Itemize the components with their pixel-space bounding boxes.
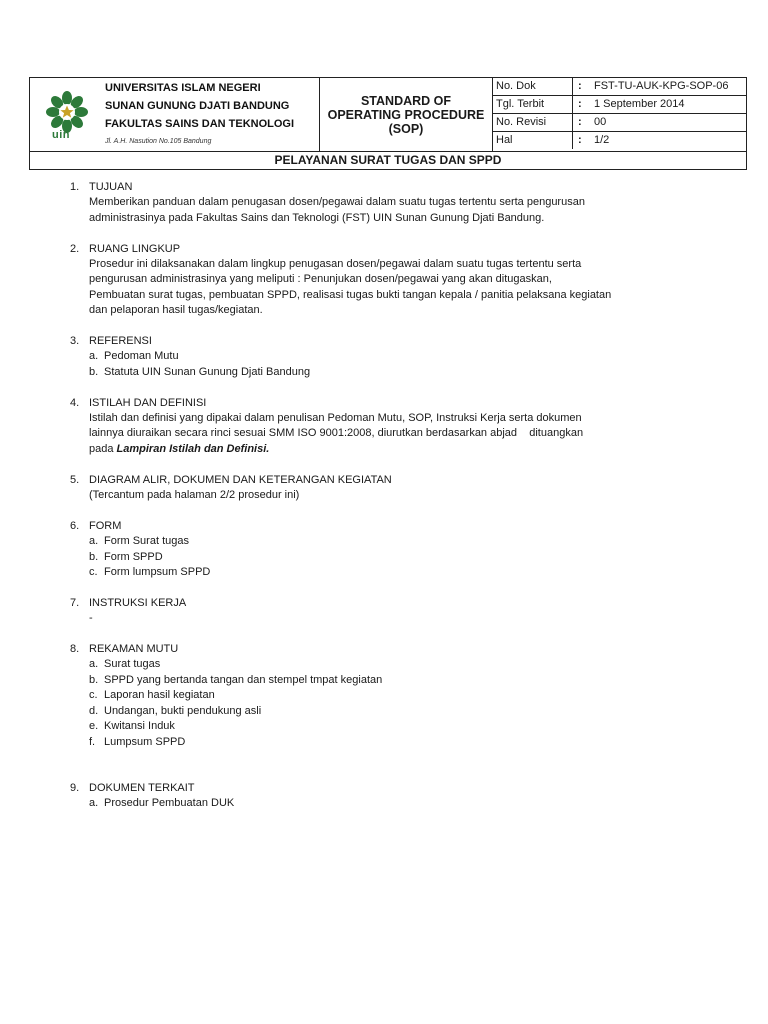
text-line: Istilah dan definisi yang dipakai dalam penulisan Pedoman Mutu, SOP, Instruksi Kerja serta dokumen	[89, 412, 582, 425]
section-tujuan	[0, 180, 768, 226]
list-marker: b.	[89, 550, 99, 563]
section-referensi	[0, 334, 768, 380]
list-item	[89, 735, 768, 750]
list-item-text: Form Surat tugas	[104, 535, 189, 548]
document-header	[29, 77, 747, 170]
section-form	[0, 519, 768, 581]
text-line: administrasinya pada Fakultas Sains dan Teknologi (FST) UIN Sunan Gunung Djati Bandung.	[89, 211, 545, 224]
meta-colon: :	[578, 134, 582, 146]
list-item-text: Statuta UIN Sunan Gunung Djati Bandung	[104, 365, 311, 378]
list-item	[89, 796, 768, 811]
section-text	[89, 411, 649, 457]
text-prefix: pada	[89, 442, 117, 455]
list-item-text: Form lumpsum SPPD	[104, 566, 211, 579]
meta-value: 00	[594, 116, 607, 128]
university-name: UNIVERSITAS ISLAM NEGERI	[105, 82, 261, 94]
section-instruksi-kerja	[0, 596, 768, 627]
section-title: INSTRUKSI KERJA	[89, 596, 187, 609]
section-dokumen-terkait	[0, 781, 768, 812]
meta-value: 1/2	[594, 134, 610, 146]
section-title: REFERENSI	[89, 335, 152, 348]
meta-value: FST-TU-AUK-KPG-SOP-06	[594, 80, 729, 92]
section-title: FORM	[89, 519, 122, 532]
university-campus: SUNAN GUNUNG DJATI BANDUNG	[105, 100, 290, 112]
text-line: lainnya diuraikan secara rinci sesuai SMM ISO 9001:2008, diurutkan berdasarkan abjad dituangkan	[89, 427, 584, 440]
list-item	[89, 657, 768, 672]
section-title: RUANG LINGKUP	[89, 242, 181, 255]
list-marker: b.	[89, 673, 99, 686]
list-item-text: Undangan, bukti pendukung asli	[104, 704, 262, 717]
section-istilah-definisi	[0, 396, 768, 458]
list-item-text: Prosedur Pembuatan DUK	[104, 797, 235, 810]
list-marker: c.	[89, 689, 98, 702]
section-title: DIAGRAM ALIR, DOKUMEN DAN KETERANGAN KEGIATAN	[89, 473, 392, 486]
list-item	[89, 688, 768, 703]
text-line: pengurusan administrasinya yang meliputi : Penunjukan dosen/pegawai yang akan ditugaskan,	[89, 273, 552, 286]
list-item	[89, 673, 768, 688]
meta-label: No. Dok	[493, 78, 573, 95]
section-number: 2.	[70, 242, 80, 255]
meta-colon: :	[578, 98, 582, 110]
appendix-reference: Lampiran Istilah dan Definisi.	[116, 442, 270, 455]
section-number: 3.	[70, 335, 80, 348]
list-item	[89, 365, 768, 380]
sop-line-3: (SOP)	[388, 121, 424, 136]
section-number: 4.	[70, 396, 80, 409]
list-item-text: Kwitansi Induk	[104, 720, 175, 733]
sop-line-2: OPERATING PROCEDURE	[327, 107, 485, 122]
section-number: 8.	[70, 643, 80, 656]
section-title: DOKUMEN TERKAIT	[89, 781, 195, 794]
logo-text: uin	[52, 129, 70, 141]
sop-title-cell	[320, 78, 493, 151]
section-title: TUJUAN	[89, 181, 133, 193]
meta-label: Hal	[493, 132, 573, 149]
list-item-text: Surat tugas	[104, 658, 161, 671]
list-marker: d.	[89, 704, 99, 717]
list-item	[89, 565, 768, 580]
list-item	[89, 550, 768, 565]
text-line: dan pelaporan hasil tugas/kegiatan.	[89, 304, 263, 317]
section-rekaman-mutu	[0, 642, 768, 750]
meta-row-doc-number	[493, 78, 746, 96]
meta-value: 1 September 2014	[594, 98, 685, 110]
list-marker: a.	[89, 797, 99, 810]
section-number: 6.	[70, 519, 80, 532]
institution-address: Jl. A.H. Nasution No.105 Bandung	[105, 138, 212, 145]
meta-row-revision	[493, 114, 746, 132]
sop-line-1: STANDARD OF	[360, 93, 452, 108]
section-ruang-lingkup	[0, 242, 768, 319]
section-number: 5.	[70, 473, 80, 486]
list-item-text: Form SPPD	[104, 550, 163, 563]
list-item	[89, 534, 768, 549]
list-item-text: Laporan hasil kegiatan	[104, 689, 215, 702]
list-marker: f.	[89, 735, 96, 748]
list-marker: b.	[89, 365, 99, 378]
header-top-row	[30, 78, 746, 151]
spacer	[0, 765, 768, 780]
list-marker: c.	[89, 566, 98, 579]
text-line: (Tercantum pada halaman 2/2 prosedur ini)	[89, 489, 300, 502]
section-text	[89, 488, 649, 503]
meta-row-page	[493, 132, 746, 150]
text-line: Pembuatan surat tugas, pembuatan SPPD, realisasi tugas bukti tangan kepala / panitia pelaksana kegiatan	[89, 288, 612, 301]
section-title: ISTILAH DAN DEFINISI	[89, 396, 207, 409]
document-meta-table	[493, 78, 746, 151]
list-item	[89, 719, 768, 734]
section-number: 7.	[70, 596, 80, 609]
document-title: PELAYANAN SURAT TUGAS DAN SPPD	[30, 151, 746, 169]
list-item-text: SPPD yang bertanda tangan dan stempel tmpat kegiatan	[104, 673, 383, 686]
section-number: 1.	[70, 181, 80, 193]
document-body	[0, 180, 768, 827]
list-item	[89, 704, 768, 719]
section-title: REKAMAN MUTU	[89, 643, 179, 656]
text-line: -	[89, 612, 93, 625]
text-line	[89, 442, 649, 457]
list-marker: e.	[89, 720, 99, 733]
meta-label: Tgl. Terbit	[493, 96, 573, 113]
list-item-text: Lumpsum SPPD	[104, 735, 186, 748]
text-line: Prosedur ini dilaksanakan dalam lingkup penugasan dosen/pegawai dalam suatu tugas tertentu serta	[89, 258, 582, 271]
list-item	[89, 349, 768, 364]
faculty-name: FAKULTAS SAINS DAN TEKNOLOGI	[105, 118, 295, 130]
section-text	[89, 611, 649, 626]
meta-colon: :	[578, 80, 582, 92]
institution-cell	[30, 78, 320, 151]
list-marker: a.	[89, 535, 99, 548]
meta-colon: :	[578, 116, 582, 128]
section-number: 9.	[70, 781, 80, 794]
section-text	[89, 195, 649, 226]
text-line: Memberikan panduan dalam penugasan dosen/pegawai dalam suatu tugas tertentu serta pengurusan	[89, 196, 585, 209]
meta-label: No. Revisi	[493, 114, 573, 131]
section-diagram-alir	[0, 473, 768, 504]
list-marker: a.	[89, 658, 99, 671]
meta-row-issue-date	[493, 96, 746, 114]
list-marker: a.	[89, 350, 99, 363]
section-text	[89, 257, 649, 319]
list-item-text: Pedoman Mutu	[104, 350, 179, 363]
